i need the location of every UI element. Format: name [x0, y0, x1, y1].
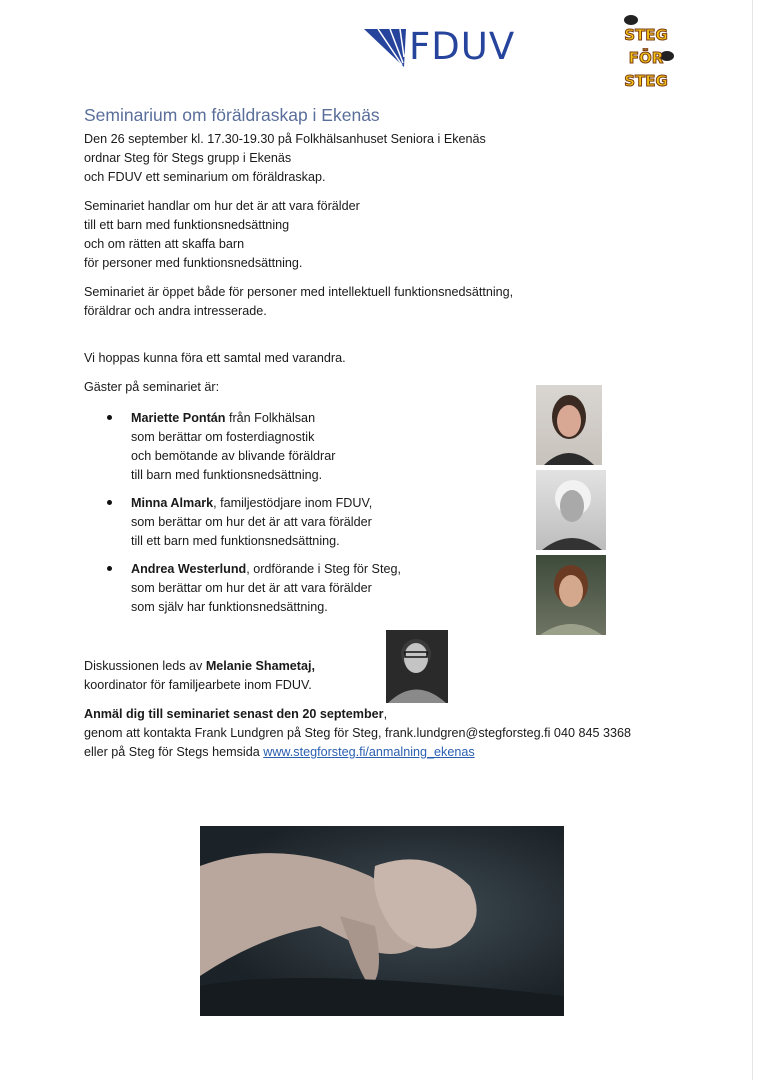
audience-line: Seminariet är öppet både för personer med intellektuell funktionsnedsättning,	[84, 285, 514, 299]
bullet	[107, 566, 112, 571]
guest-2-line: som berättar om hur det är att vara förälder	[131, 515, 372, 529]
bullet	[107, 500, 112, 505]
moderator-line: Diskussionen leds av Melanie Shametaj,	[84, 659, 315, 673]
guest-1-intro: Mariette Pontán från Folkhälsan	[131, 411, 316, 425]
steg-for-steg-logo	[617, 8, 675, 90]
bullet	[107, 415, 112, 420]
guest-3-intro: Andrea Westerlund, ordförande i Steg för Steg,	[131, 562, 401, 576]
guest-1-line: till barn med funktionsnedsättning.	[131, 468, 323, 482]
guest-2-intro: Minna Almark, familjestödjare inom FDUV,	[131, 496, 373, 510]
signup-deadline: Anmäl dig till seminariet senast den 20 september,	[84, 707, 388, 721]
signup-web: eller på Steg för Stegs hemsida www.stegforsteg.fi/anmalning_ekenas	[84, 745, 475, 759]
signup-contact: genom att kontakta Frank Lundgren på Steg för Steg, frank.lundgren@stegforsteg.fi 040 845 3368	[84, 726, 631, 740]
about-line: Seminariet handlar om hur det är att vara förälder	[84, 199, 360, 213]
guest-1-line: som berättar om fosterdiagnostik	[131, 430, 315, 444]
guests-heading: Gäster på seminariet är:	[84, 380, 220, 394]
guest-3-line: som själv har funktionsnedsättning.	[131, 600, 328, 614]
about-line: och om rätten att skaffa barn	[84, 237, 245, 251]
intro-line: Den 26 september kl. 17.30-19.30 på Folkhälsanhuset Seniora i Ekenäs	[84, 132, 486, 146]
intro-line: ordnar Steg för Stegs grupp i Ekenäs	[84, 151, 292, 165]
guest-3-line: som berättar om hur det är att vara förälder	[131, 581, 372, 595]
svg-text:STEG: STEG	[624, 72, 668, 90]
hope-text: Vi hoppas kunna föra ett samtal med varandra.	[84, 351, 346, 365]
fduv-logo-text: FDUV	[409, 25, 516, 68]
guest-3-photo	[536, 555, 606, 635]
intro-line: och FDUV ett seminarium om föräldraskap.	[84, 170, 326, 184]
moderator-role: koordinator för familjearbete inom FDUV.	[84, 678, 312, 692]
page-title: Seminarium om föräldraskap i Ekenäs	[84, 105, 380, 125]
signup-link[interactable]: www.stegforsteg.fi/anmalning_ekenas	[263, 745, 475, 759]
hands-photo	[200, 826, 564, 1016]
svg-text:FÖR: FÖR	[628, 49, 664, 67]
guest-2-line: till ett barn med funktionsnedsättning.	[131, 534, 340, 548]
about-line: till ett barn med funktionsnedsättning	[84, 218, 290, 232]
about-line: för personer med funktionsnedsättning.	[84, 256, 303, 270]
fduv-wing-icon	[364, 27, 410, 69]
page-edge	[752, 0, 753, 1080]
audience-line: föräldrar och andra intresserade.	[84, 304, 267, 318]
guest-1-line: och bemötande av blivande föräldrar	[131, 449, 336, 463]
guest-1-photo	[536, 385, 602, 465]
moderator-photo	[386, 630, 448, 703]
guest-2-photo	[536, 470, 606, 550]
svg-text:STEG: STEG	[624, 26, 668, 44]
